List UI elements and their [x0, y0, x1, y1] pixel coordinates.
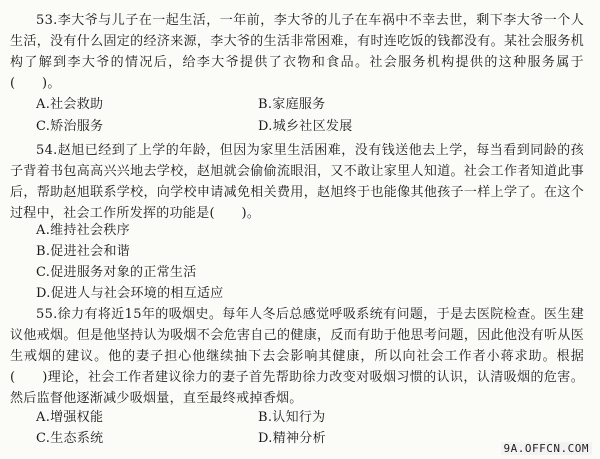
question-55-option-c: C.生态系统: [36, 431, 104, 446]
site-watermark: 9A.OFFCN.COM: [501, 442, 592, 455]
question-53-option-d: D.城乡社区发展: [258, 119, 353, 134]
question-55-stem: 55.徐力有将近15年的吸烟史。每年人冬后总感觉呼吸系统有问题，于是去医院检查。医生建议他戒烟。但是他坚持认为吸烟不会危害自己的健康，反而有助于他思考问题，因此他没有听从医生戒烟的建议。他的妻子担心他继续抽下去会影响其健康，所以向社会工作者小蒋求助。根据( )理论，社会工作者建议徐力的妻子首先帮助徐力改变对吸烟习惯的认识，认清吸烟的危害。然后监督他逐渐减少吸烟量，直至最终戒掉香烟。: [10, 307, 584, 406]
question-55-option-d: D.精神分析: [258, 431, 326, 446]
question-55-option-b: B.认知行为: [258, 410, 326, 425]
question-54-option-a: A.维持社会秩序: [36, 223, 130, 238]
question-54-option-d: D.促进人与社会环境的相互适应: [36, 286, 224, 301]
question-53-option-c: C.矫治服务: [36, 119, 104, 134]
question-55-option-a: A.增强权能: [36, 410, 104, 425]
question-53-stem: 53.李大爷与儿子在一起生活，一年前，李大爷的儿子在车祸中不幸去世，剩下李大爷一个人生活，没有什么固定的经济来源，李大爷的生活非常困难，有时连吃饭的钱都没有。某社会服务机构了解到李大爷的情况后，给李大爷提供了衣物和食品。社会服务机构提供的这种服务属于( )。: [10, 13, 584, 91]
question-53-option-b: B.家庭服务: [258, 97, 326, 112]
question-53-option-a: A.社会救助: [36, 97, 104, 112]
question-54-option-c: C.促进服务对象的正常生活: [36, 265, 197, 280]
question-54-stem: 54.赵旭已经到了上学的年龄，但因为家里生活困难，没有钱送他去上学，每当看到同龄的孩子背着书包高高兴兴地去学校，赵旭就会偷偷流眼泪，又不敢让家里人知道。社会工作者知道此事后，帮助赵旭联系学校，向学校申请减免相关费用，赵旭终于也能像其他孩子一样上学了。在这个过程中，社会工作所发挥的功能是( )。: [10, 143, 584, 221]
question-54-option-b: B.促进社会和谐: [36, 244, 131, 259]
